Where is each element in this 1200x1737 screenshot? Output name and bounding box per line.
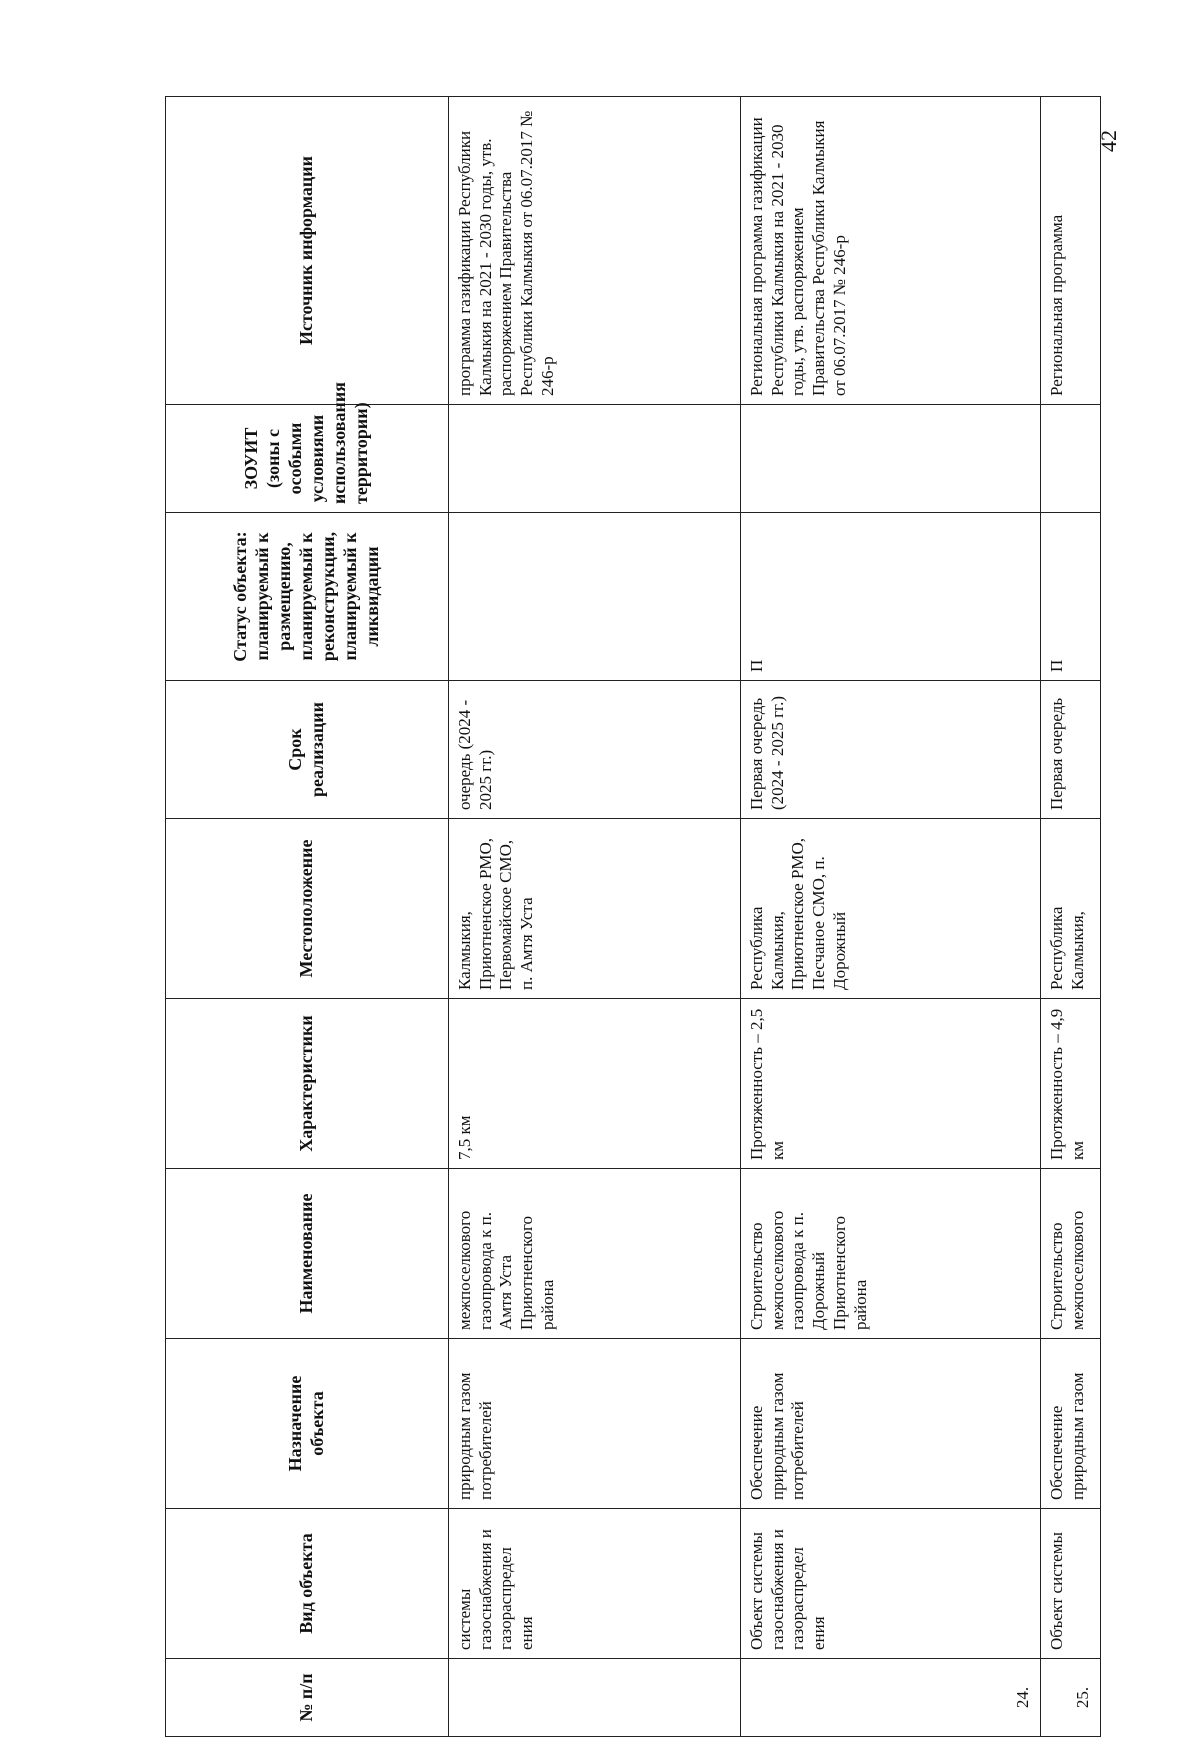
row-zouit [741, 405, 1041, 513]
objects-table [165, 96, 1101, 1737]
row-location: Республика Калмыкия, [1041, 819, 1101, 999]
row-term: Первая очередь (2024 - 2025 гг.) [741, 681, 1041, 819]
row-specs: 7,5 км [449, 999, 741, 1169]
row-specs: Протяженность – 2,5 км [741, 999, 1041, 1169]
header-location: Местоположение [166, 819, 449, 999]
row-location: Республика Калмыкия, Приютненское РМО, Песчаное СМО, п. Дорожный [741, 819, 1041, 999]
row-status [449, 513, 741, 681]
row-zouit [1041, 405, 1101, 513]
row-specs: Протяженность – 4,9 км [1041, 999, 1101, 1169]
header-purpose: Назначение объекта [166, 1339, 449, 1509]
row-source: Региональная программа газификации Республики Калмыкия на 2021 - 2030 годы, утв. распоряжением Правительства Республики Калмыкия от 06.07.2017 № 246-р [741, 97, 1041, 405]
table-row [741, 97, 1041, 1737]
page-number: 42 [1096, 130, 1121, 152]
header-num: № п/п [166, 1659, 449, 1737]
table-container [165, 97, 1100, 1737]
row-zouit [449, 405, 741, 513]
row-name: Строительство межпоселкового газопровода к п. Дорожный Приютненского района [741, 1169, 1041, 1339]
header-source: Источник информации [166, 97, 449, 405]
row-term: Первая очередь [1041, 681, 1101, 819]
header-term: Срок реализации [166, 681, 449, 819]
row-status: П [1041, 513, 1101, 681]
row-kind: Объект системы [1041, 1509, 1101, 1659]
row-purpose: Обеспечение природным газом потребителей [741, 1339, 1041, 1509]
row-location: Калмыкия, Приютненское РМО, Первомайское СМО, п. Амтя Уста [449, 819, 741, 999]
header-kind: Вид объекта [166, 1509, 449, 1659]
row-status: П [741, 513, 1041, 681]
row-term: очередь (2024 - 2025 гг.) [449, 681, 741, 819]
header-status: Статус объекта: планируемый к размещению, планируемый к реконструкции, планируемый к ликвидации [166, 513, 449, 681]
row-name: Строительство межпоселкового [1041, 1169, 1101, 1339]
header-zouit: ЗОУИТ (зоны с особыми условиями использования территории) [166, 405, 449, 513]
row-name: межпоселкового газопровода к п. Амтя Уста Приютненского района [449, 1169, 741, 1339]
row-source: программа газификации Республики Калмыкия на 2021 - 2030 годы, утв. распоряжением Правительства Республики Калмыкия от 06.07.2017 № 246-р [449, 97, 741, 405]
header-specs: Характеристики [166, 999, 449, 1169]
row-num [449, 1659, 741, 1737]
row-purpose: Обеспечение природным газом [1041, 1339, 1101, 1509]
header-name: Наименование [166, 1169, 449, 1339]
row-source: Региональная программа [1041, 97, 1101, 405]
row-kind: системы газоснабжения и газораспредел ения [449, 1509, 741, 1659]
row-num: 25. [1041, 1659, 1101, 1737]
table-rotation-frame [165, 97, 1100, 1737]
row-num: 24. [741, 1659, 1041, 1737]
table-row [449, 97, 741, 1737]
table-row [1041, 97, 1101, 1737]
row-kind: Объект системы газоснабжения и газораспредел ения [741, 1509, 1041, 1659]
header-row [166, 97, 449, 1737]
row-purpose: природным газом потребителей [449, 1339, 741, 1509]
